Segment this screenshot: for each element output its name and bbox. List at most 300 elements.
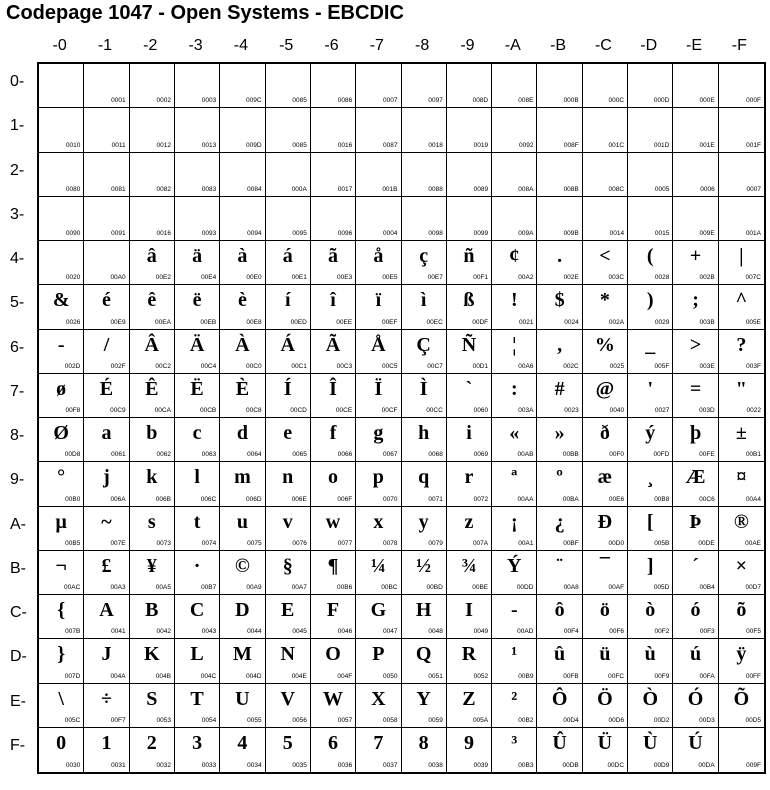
codepage-cell bbox=[311, 153, 356, 197]
cell-glyph: _ bbox=[645, 333, 656, 356]
codepage-cell bbox=[130, 285, 175, 329]
cell-unicode-code: 0054 bbox=[201, 716, 217, 724]
codepage-cell bbox=[447, 684, 492, 728]
codepage-cell bbox=[266, 285, 311, 329]
cell-unicode-code: 0045 bbox=[292, 628, 307, 636]
cell-unicode-code: 002B bbox=[699, 274, 715, 282]
cell-unicode-code: 0059 bbox=[428, 716, 443, 724]
cell-glyph: ' bbox=[647, 377, 653, 400]
codepage-cell bbox=[311, 551, 356, 595]
cell-unicode-code: 00AD bbox=[517, 628, 534, 636]
codepage-cell bbox=[84, 551, 129, 595]
cell-glyph: á bbox=[282, 245, 293, 267]
cell-unicode-code: 00C6 bbox=[699, 495, 715, 503]
cell-glyph: c bbox=[192, 422, 202, 444]
cell-unicode-code: 00BD bbox=[426, 584, 443, 591]
codepage-cell bbox=[84, 418, 129, 462]
cell-unicode-code: 00A2 bbox=[518, 274, 534, 282]
codepage-cell bbox=[492, 418, 537, 462]
codepage-cell bbox=[220, 330, 265, 374]
cell-unicode-code: 00BE bbox=[472, 584, 489, 591]
cell-glyph: 9 bbox=[463, 731, 474, 754]
cell-unicode-code: 0071 bbox=[428, 495, 443, 503]
cell-unicode-code: 0065 bbox=[292, 451, 307, 459]
codepage-cell bbox=[628, 64, 673, 108]
cell-glyph: ¬ bbox=[55, 554, 67, 577]
cell-unicode-code: 00A7 bbox=[291, 584, 307, 591]
codepage-cell bbox=[175, 728, 220, 772]
cell-glyph: q bbox=[418, 466, 430, 489]
codepage-cell bbox=[447, 108, 492, 152]
cell-glyph: à bbox=[237, 245, 248, 267]
cell-glyph: p bbox=[372, 466, 384, 489]
cell-unicode-code: 007C bbox=[745, 274, 761, 282]
codepage-cell bbox=[266, 330, 311, 374]
cell-glyph: ú bbox=[689, 643, 702, 666]
codepage-cell bbox=[311, 462, 356, 506]
cell-unicode-code: 0034 bbox=[247, 762, 262, 769]
codepage-cell bbox=[492, 374, 537, 418]
codepage-cell bbox=[175, 551, 220, 595]
codepage-cell bbox=[537, 153, 582, 197]
codepage-cell bbox=[266, 507, 311, 551]
cell-unicode-code: 00CF bbox=[381, 407, 398, 414]
codepage-cell bbox=[492, 462, 537, 506]
codepage-cell bbox=[719, 108, 764, 152]
cell-unicode-code: 001E bbox=[699, 141, 715, 149]
codepage-cell bbox=[447, 639, 492, 683]
row-header: E- bbox=[10, 692, 26, 710]
column-header: -4 bbox=[233, 37, 249, 54]
cell-unicode-code: 008A bbox=[518, 185, 534, 193]
codepage-cell bbox=[356, 374, 401, 418]
cell-glyph: v bbox=[282, 510, 293, 533]
row-header: 7- bbox=[10, 382, 25, 400]
codepage-cell bbox=[84, 507, 129, 551]
cell-glyph: Ï bbox=[374, 377, 383, 400]
codepage-cell bbox=[266, 197, 311, 241]
cell-glyph: ? bbox=[736, 333, 747, 356]
codepage-cell bbox=[628, 728, 673, 772]
codepage-cell bbox=[402, 108, 447, 152]
cell-unicode-code: 00B1 bbox=[745, 451, 761, 459]
cell-glyph: ï bbox=[375, 289, 382, 312]
cell-glyph: Ü bbox=[597, 731, 613, 754]
codepage-cell bbox=[356, 462, 401, 506]
codepage-cell bbox=[220, 462, 265, 506]
cell-unicode-code: 0082 bbox=[156, 185, 171, 193]
cell-unicode-code: 00AA bbox=[517, 495, 534, 503]
cell-glyph: r bbox=[464, 466, 474, 489]
codepage-cell bbox=[719, 374, 764, 418]
codepage-cell bbox=[84, 595, 129, 639]
codepage-cell bbox=[220, 507, 265, 551]
cell-glyph: È bbox=[235, 377, 250, 400]
cell-unicode-code: 00EB bbox=[200, 318, 217, 326]
cell-unicode-code: 00F1 bbox=[473, 274, 489, 282]
cell-unicode-code: 0016 bbox=[337, 141, 353, 149]
codepage-cell bbox=[402, 462, 447, 506]
cell-unicode-code: 0014 bbox=[609, 230, 625, 237]
codepage-cell bbox=[402, 374, 447, 418]
cell-glyph: ü bbox=[599, 643, 611, 666]
cell-unicode-code: 00DD bbox=[516, 584, 534, 591]
cell-unicode-code: 0072 bbox=[473, 495, 489, 503]
cell-unicode-code: 0093 bbox=[201, 230, 217, 237]
cell-unicode-code: 00D9 bbox=[653, 762, 670, 769]
cell-unicode-code: 0090 bbox=[65, 230, 81, 237]
codepage-cell bbox=[84, 197, 129, 241]
cell-glyph: ¡ bbox=[510, 510, 518, 533]
codepage-cell bbox=[492, 507, 537, 551]
cell-glyph: t bbox=[193, 510, 201, 533]
codepage-cell bbox=[130, 551, 175, 595]
cell-glyph: Q bbox=[415, 643, 432, 666]
codepage-cell bbox=[39, 197, 84, 241]
cell-unicode-code: 00B7 bbox=[201, 584, 217, 591]
cell-glyph: % bbox=[594, 333, 615, 356]
codepage-cell bbox=[537, 551, 582, 595]
cell-unicode-code: 00A4 bbox=[745, 495, 761, 503]
codepage-cell bbox=[673, 330, 718, 374]
codepage-cell bbox=[719, 285, 764, 329]
column-header: -7 bbox=[369, 37, 384, 54]
cell-unicode-code: 00D3 bbox=[699, 716, 715, 724]
cell-glyph: - bbox=[57, 333, 65, 356]
cell-glyph: d bbox=[236, 422, 248, 444]
codepage-cell bbox=[673, 374, 718, 418]
cell-unicode-code: 003B bbox=[699, 318, 715, 326]
cell-unicode-code: 005E bbox=[745, 318, 761, 326]
cell-unicode-code: 00B8 bbox=[654, 495, 670, 503]
codepage-cell bbox=[266, 153, 311, 197]
codepage-cell bbox=[220, 108, 265, 152]
cell-unicode-code: 0040 bbox=[609, 407, 625, 414]
cell-unicode-code: 00CA bbox=[154, 407, 171, 414]
codepage-cell bbox=[266, 108, 311, 152]
cell-unicode-code: 0070 bbox=[383, 495, 398, 503]
codepage-cell bbox=[266, 418, 311, 462]
column-headers bbox=[37, 37, 767, 59]
cell-unicode-code: 0026 bbox=[65, 318, 81, 326]
cell-glyph: ° bbox=[57, 466, 66, 489]
codepage-cell bbox=[447, 330, 492, 374]
codepage-cell bbox=[628, 507, 673, 551]
cell-glyph: Î bbox=[329, 377, 337, 400]
codepage-cell bbox=[130, 462, 175, 506]
cell-glyph: g bbox=[373, 422, 384, 444]
codepage-cell bbox=[220, 374, 265, 418]
cell-glyph: ô bbox=[554, 599, 565, 621]
cell-unicode-code: 00E5 bbox=[382, 274, 398, 282]
cell-glyph: o bbox=[328, 466, 339, 489]
codepage-cell bbox=[39, 285, 84, 329]
cell-glyph: Ç bbox=[416, 333, 431, 356]
cell-glyph: [ bbox=[646, 510, 654, 533]
cell-glyph: 6 bbox=[328, 731, 339, 754]
cell-glyph: Ô bbox=[551, 687, 568, 710]
cell-glyph: # bbox=[554, 377, 565, 400]
page-title: Codepage 1047 - Open Systems - EBCDIC bbox=[6, 2, 404, 24]
cell-unicode-code: 0023 bbox=[564, 407, 579, 414]
codepage-cell bbox=[447, 197, 492, 241]
cell-glyph: \ bbox=[58, 687, 64, 710]
codepage-cell bbox=[492, 197, 537, 241]
codepage-cell bbox=[220, 728, 265, 772]
cell-unicode-code: 00AF bbox=[608, 584, 625, 591]
row-header: 2- bbox=[10, 161, 25, 179]
cell-unicode-code: 0086 bbox=[337, 97, 353, 105]
cell-unicode-code: 003C bbox=[608, 274, 625, 282]
cell-unicode-code: 00DF bbox=[472, 318, 489, 326]
cell-glyph: C bbox=[189, 599, 205, 621]
cell-glyph: { bbox=[57, 599, 66, 621]
cell-unicode-code: 0027 bbox=[654, 407, 670, 414]
cell-glyph: l bbox=[194, 466, 200, 489]
codepage-cell bbox=[175, 64, 220, 108]
cell-unicode-code: 0001 bbox=[111, 97, 126, 105]
cell-unicode-code: 0012 bbox=[156, 141, 171, 149]
cell-unicode-code: 003D bbox=[699, 407, 715, 414]
cell-unicode-code: 00C5 bbox=[381, 362, 398, 370]
cell-glyph: u bbox=[236, 510, 248, 533]
cell-unicode-code: 004B bbox=[155, 672, 171, 680]
cell-unicode-code: 00E0 bbox=[246, 274, 262, 282]
cell-unicode-code: 001B bbox=[382, 185, 398, 193]
codepage-cell bbox=[130, 374, 175, 418]
cell-unicode-code: 00B2 bbox=[518, 716, 534, 724]
cell-glyph: ý bbox=[645, 422, 656, 444]
codepage-cell bbox=[84, 728, 129, 772]
cell-glyph: ì bbox=[420, 289, 427, 312]
cell-unicode-code: 0073 bbox=[156, 539, 171, 547]
codepage-cell bbox=[537, 241, 582, 285]
cell-unicode-code: 00C2 bbox=[155, 362, 171, 370]
cell-unicode-code: 00C4 bbox=[200, 362, 217, 370]
cell-unicode-code: 00C3 bbox=[336, 362, 353, 370]
cell-glyph: ä bbox=[192, 245, 203, 267]
codepage-cell bbox=[447, 374, 492, 418]
cell-unicode-code: 00EC bbox=[426, 318, 443, 326]
codepage-cell bbox=[583, 241, 628, 285]
cell-glyph: ñ bbox=[463, 245, 475, 267]
cell-unicode-code: 0066 bbox=[337, 451, 353, 459]
codepage-cell bbox=[537, 64, 582, 108]
codepage-cell bbox=[583, 507, 628, 551]
cell-unicode-code: 00A1 bbox=[518, 539, 534, 547]
cell-unicode-code: 0085 bbox=[292, 141, 307, 149]
cell-glyph: Y bbox=[416, 687, 431, 710]
cell-unicode-code: 0019 bbox=[473, 141, 489, 149]
cell-glyph: ¾ bbox=[461, 554, 477, 577]
cell-unicode-code: 000D bbox=[653, 97, 670, 105]
cell-glyph: ¢ bbox=[509, 245, 520, 267]
cell-glyph: X bbox=[371, 687, 386, 710]
cell-unicode-code: 004A bbox=[110, 672, 126, 680]
codepage-cell bbox=[311, 197, 356, 241]
codepage-cell bbox=[266, 595, 311, 639]
codepage-cell bbox=[447, 551, 492, 595]
cell-unicode-code: 00CB bbox=[199, 407, 217, 414]
cell-unicode-code: 00D4 bbox=[563, 716, 579, 724]
cell-unicode-code: 00D1 bbox=[472, 362, 489, 370]
cell-glyph: L bbox=[190, 643, 204, 666]
codepage-cell bbox=[175, 330, 220, 374]
cell-unicode-code: 0096 bbox=[337, 230, 353, 237]
codepage-cell bbox=[311, 595, 356, 639]
codepage-cell bbox=[84, 64, 129, 108]
cell-glyph: ¯ bbox=[599, 554, 610, 577]
cell-glyph: J bbox=[101, 643, 112, 666]
cell-unicode-code: 00EF bbox=[381, 318, 398, 326]
cell-glyph: Æ bbox=[685, 466, 706, 489]
cell-unicode-code: 006A bbox=[110, 495, 126, 503]
cell-glyph: è bbox=[237, 289, 247, 312]
cell-unicode-code: 00E9 bbox=[110, 318, 126, 326]
cell-unicode-code: 008D bbox=[472, 97, 489, 105]
cell-unicode-code: 00DB bbox=[562, 762, 579, 769]
cell-unicode-code: 00B3 bbox=[518, 762, 534, 769]
codepage-cell bbox=[39, 153, 84, 197]
cell-glyph: $ bbox=[554, 289, 565, 312]
codepage-cell bbox=[402, 684, 447, 728]
column-header: -3 bbox=[188, 37, 203, 54]
cell-unicode-code: 00D8 bbox=[64, 451, 81, 459]
cell-glyph: ó bbox=[690, 599, 701, 621]
cell-unicode-code: 0051 bbox=[428, 672, 443, 680]
cell-unicode-code: 0080 bbox=[65, 185, 81, 193]
cell-unicode-code: 00FE bbox=[699, 451, 715, 459]
codepage-cell bbox=[673, 241, 718, 285]
cell-glyph: > bbox=[689, 333, 702, 356]
cell-glyph: / bbox=[103, 333, 110, 356]
codepage-cell bbox=[583, 330, 628, 374]
cell-unicode-code: 00B5 bbox=[65, 539, 81, 547]
cell-glyph: : bbox=[510, 377, 518, 400]
codepage-cell bbox=[492, 108, 537, 152]
cell-unicode-code: 0049 bbox=[473, 628, 489, 636]
column-header: -8 bbox=[415, 37, 430, 54]
cell-glyph: ( bbox=[646, 245, 654, 267]
codepage-cell bbox=[175, 197, 220, 241]
cell-glyph: k bbox=[146, 466, 158, 489]
cell-unicode-code: 0022 bbox=[746, 407, 761, 414]
cell-unicode-code: 0064 bbox=[247, 451, 262, 459]
codepage-cell bbox=[583, 108, 628, 152]
cell-unicode-code: 001C bbox=[608, 141, 625, 149]
cell-glyph: ¤ bbox=[736, 466, 747, 489]
codepage-cell bbox=[356, 418, 401, 462]
cell-unicode-code: 0018 bbox=[428, 141, 443, 149]
cell-unicode-code: 0053 bbox=[156, 716, 171, 724]
cell-glyph: é bbox=[102, 289, 111, 312]
codepage-cell bbox=[356, 197, 401, 241]
cell-glyph: e bbox=[283, 422, 293, 444]
cell-glyph: É bbox=[99, 377, 114, 400]
codepage-cell bbox=[492, 639, 537, 683]
row-headers bbox=[0, 62, 36, 772]
codepage-cell bbox=[719, 462, 764, 506]
codepage-cell bbox=[130, 241, 175, 285]
codepage-cell bbox=[356, 153, 401, 197]
cell-glyph: ð bbox=[599, 422, 610, 444]
cell-unicode-code: 0099 bbox=[473, 230, 489, 237]
cell-glyph: i bbox=[466, 422, 472, 444]
column-header: -2 bbox=[143, 37, 158, 54]
cell-glyph: Ì bbox=[419, 377, 428, 400]
cell-unicode-code: 00BA bbox=[562, 495, 579, 503]
codepage-cell bbox=[537, 684, 582, 728]
cell-unicode-code: 0029 bbox=[654, 318, 670, 326]
cell-unicode-code: 0016 bbox=[156, 230, 171, 237]
cell-glyph: Å bbox=[371, 333, 386, 356]
codepage-cell bbox=[719, 153, 764, 197]
cell-unicode-code: 0013 bbox=[201, 141, 217, 149]
cell-unicode-code: 00D7 bbox=[745, 584, 761, 591]
cell-unicode-code: 0021 bbox=[518, 318, 534, 326]
codepage-cell bbox=[719, 595, 764, 639]
cell-unicode-code: 00B4 bbox=[699, 584, 715, 591]
codepage-cell bbox=[583, 374, 628, 418]
row-header: B- bbox=[10, 559, 26, 577]
codepage-cell bbox=[39, 551, 84, 595]
codepage-cell bbox=[719, 197, 764, 241]
cell-glyph: W bbox=[323, 687, 344, 710]
cell-glyph: , bbox=[557, 333, 563, 356]
codepage-cell bbox=[311, 64, 356, 108]
cell-unicode-code: 00FC bbox=[608, 672, 625, 680]
codepage-cell bbox=[130, 197, 175, 241]
row-header: 1- bbox=[10, 117, 25, 135]
cell-unicode-code: 0091 bbox=[111, 230, 126, 237]
codepage-cell bbox=[719, 330, 764, 374]
cell-glyph: ) bbox=[646, 289, 654, 312]
codepage-cell bbox=[266, 462, 311, 506]
cell-unicode-code: 001D bbox=[653, 141, 670, 149]
cell-unicode-code: 0031 bbox=[111, 762, 126, 769]
codepage-cell bbox=[311, 728, 356, 772]
cell-glyph: ç bbox=[419, 245, 429, 267]
codepage-cell bbox=[220, 684, 265, 728]
cell-glyph: j bbox=[103, 466, 110, 489]
cell-unicode-code: 009E bbox=[699, 230, 715, 237]
cell-glyph: x bbox=[373, 510, 384, 533]
cell-glyph: 0 bbox=[56, 731, 67, 754]
codepage-cell bbox=[628, 241, 673, 285]
cell-glyph: O bbox=[325, 643, 341, 666]
cell-unicode-code: 0007 bbox=[383, 97, 398, 105]
cell-unicode-code: 008B bbox=[563, 185, 579, 193]
codepage-cell bbox=[220, 285, 265, 329]
cell-unicode-code: 00C9 bbox=[110, 407, 126, 414]
codepage-cell bbox=[266, 241, 311, 285]
cell-unicode-code: 00F3 bbox=[699, 628, 715, 636]
codepage-cell bbox=[537, 462, 582, 506]
codepage-cell bbox=[537, 285, 582, 329]
cell-unicode-code: 00F6 bbox=[609, 628, 625, 636]
cell-unicode-code: 00D2 bbox=[653, 716, 670, 724]
codepage-cell bbox=[537, 728, 582, 772]
codepage-cell bbox=[537, 330, 582, 374]
codepage-cell bbox=[583, 153, 628, 197]
cell-unicode-code: 00C8 bbox=[246, 407, 262, 414]
cell-unicode-code: 0057 bbox=[337, 716, 353, 724]
cell-glyph: À bbox=[235, 333, 250, 356]
cell-glyph: " bbox=[735, 377, 747, 400]
codepage-cell bbox=[537, 595, 582, 639]
cell-unicode-code: 0075 bbox=[247, 539, 262, 547]
cell-unicode-code: 0033 bbox=[201, 762, 217, 769]
